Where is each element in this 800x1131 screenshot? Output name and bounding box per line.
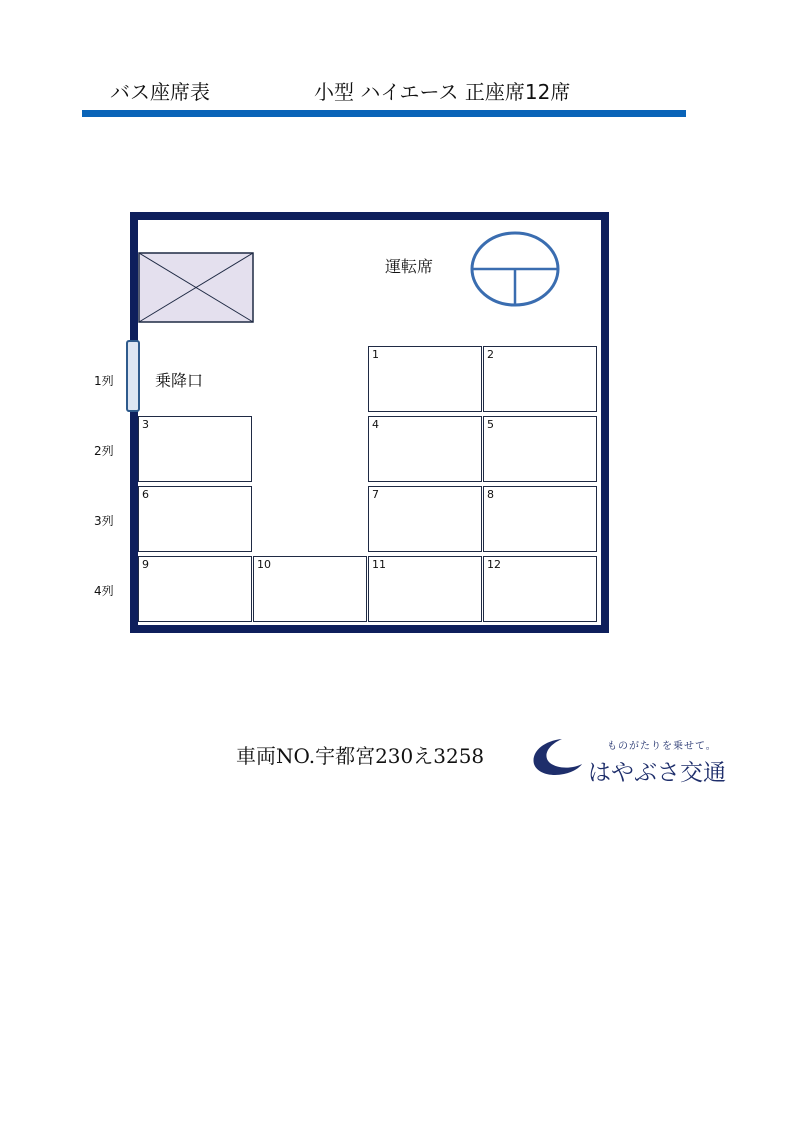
- vehicle-number: 車両NO.宇都宮230え3258: [236, 744, 485, 768]
- seat-2[interactable]: [483, 346, 597, 412]
- company-logo-text: はやぶさ交通: [588, 760, 726, 786]
- driver-seat-label: 運転席: [385, 257, 434, 276]
- row-label-2: 2列: [94, 444, 114, 458]
- row-label-3: 3列: [94, 514, 114, 528]
- door-label: 乗降口: [155, 371, 204, 390]
- luggage-area-icon: [138, 252, 255, 323]
- seat-number: 5: [487, 418, 494, 431]
- seat-6[interactable]: [138, 486, 252, 552]
- seat-number: 11: [372, 558, 386, 571]
- seat-number: 1: [372, 348, 379, 361]
- falcon-logo-icon: [528, 736, 584, 778]
- logo-tagline: ものがたりを乗せて。: [607, 741, 717, 752]
- seat-number: 10: [257, 558, 271, 571]
- seat-4[interactable]: [368, 416, 482, 482]
- seat-number: 12: [487, 558, 501, 571]
- seat-number: 7: [372, 488, 379, 501]
- row-label-4: 4列: [94, 584, 114, 598]
- door-icon: [126, 340, 140, 412]
- seat-number: 8: [487, 488, 494, 501]
- seat-7[interactable]: [368, 486, 482, 552]
- seat-number: 2: [487, 348, 494, 361]
- title-underline: [82, 110, 686, 117]
- steering-wheel-icon: [469, 231, 561, 309]
- row-label-1: 1列: [94, 374, 114, 388]
- seat-number: 3: [142, 418, 149, 431]
- seat-9[interactable]: [138, 556, 252, 622]
- page-title: バス座席表: [110, 80, 210, 104]
- seat-3[interactable]: [138, 416, 252, 482]
- seat-number: 4: [372, 418, 379, 431]
- seat-number: 9: [142, 558, 149, 571]
- seat-number: 6: [142, 488, 149, 501]
- seat-12[interactable]: [483, 556, 597, 622]
- seat-1[interactable]: [368, 346, 482, 412]
- seat-11[interactable]: [368, 556, 482, 622]
- vehicle-type-title: 小型 ハイエース 正座席12席: [314, 80, 571, 104]
- seat-10[interactable]: [253, 556, 367, 622]
- seat-8[interactable]: [483, 486, 597, 552]
- seat-5[interactable]: [483, 416, 597, 482]
